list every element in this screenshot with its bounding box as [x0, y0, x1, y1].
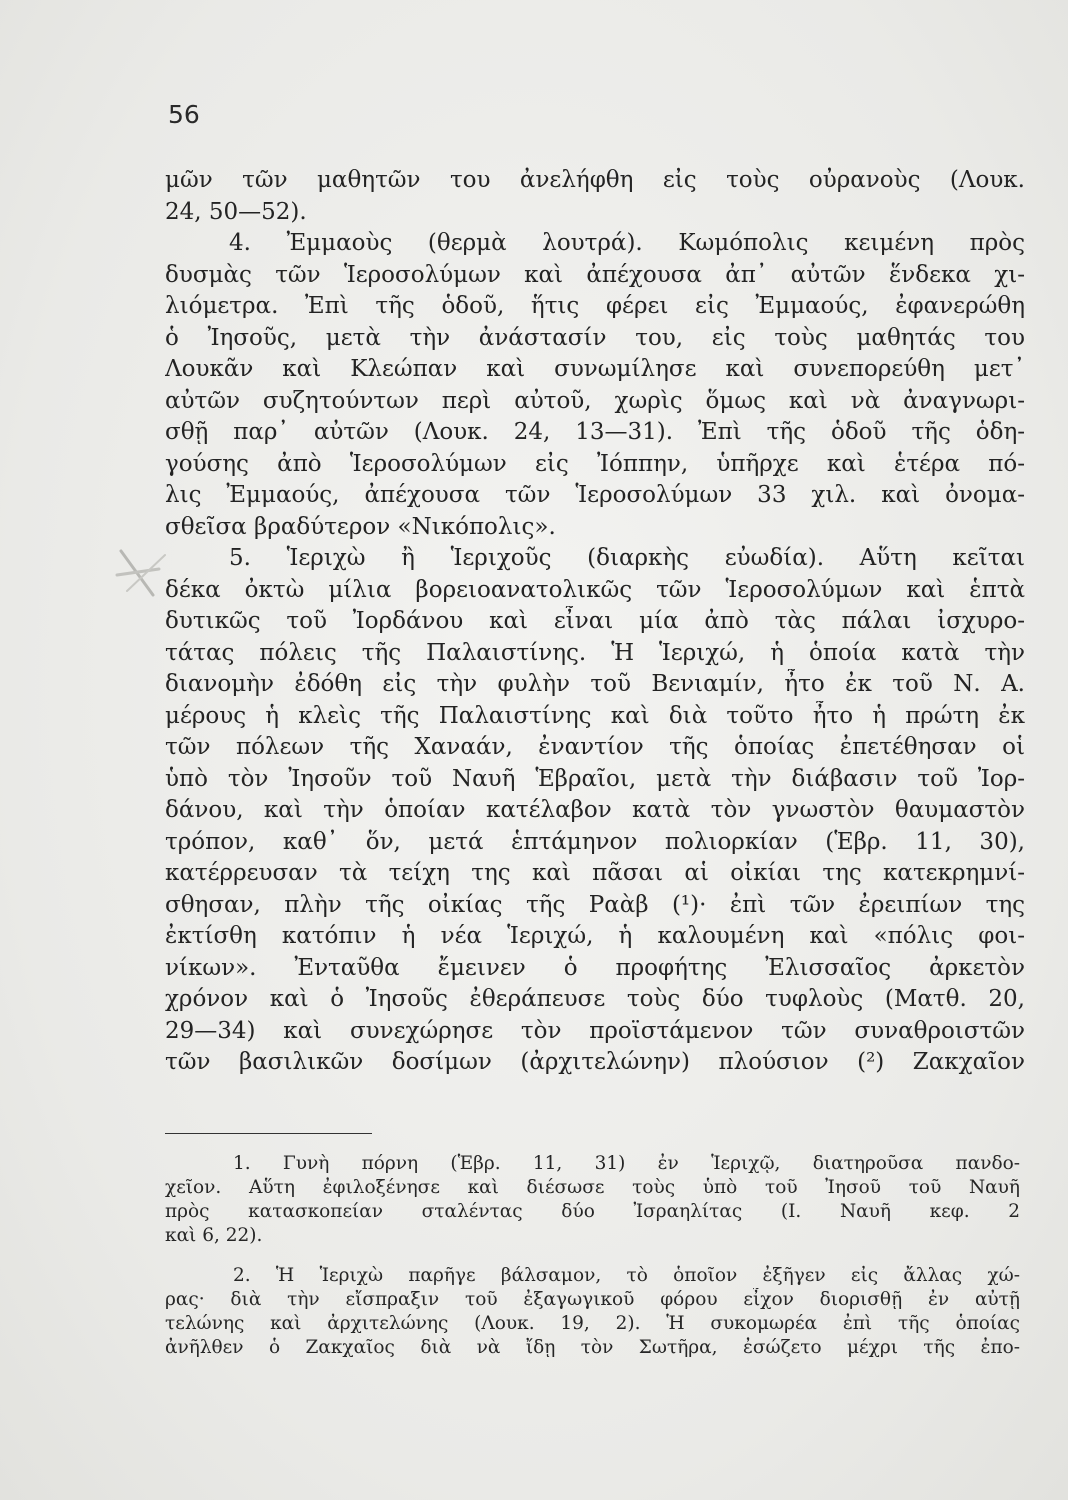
text-line: διανομὴν ἐδόθη εἰς τὴν φυλὴν τοῦ Βενιαμίν, ἦτο ἐκ τοῦ Ν. Α. [165, 671, 1025, 697]
text-line: μῶν τῶν μαθητῶν του ἀνελήφθη εἰς τοὺς οὐρανοὺς (Λουκ. [165, 167, 1025, 193]
text-line: 29—34) καὶ συνεχώρησε τὸν προϊστάμενον τῶν συναθροιστῶν [165, 1017, 1025, 1044]
section-heading-line [165, 543, 1025, 575]
footnote-line: τελώνης καὶ ἀρχιτελώνης (Λουκ. 19, 2). Ἡ συκομωρέα ἐπὶ τῆς ὁποίας [165, 1313, 1020, 1334]
text-line: δέκα ὀκτὼ μίλια βορειοανατολικῶς τῶν Ἱεροσολύμων καὶ ἑπτὰ [165, 576, 1025, 603]
text-line: ὁ Ἰησοῦς, μετὰ τὴν ἀνάστασίν του, εἰς τοὺς μαθητάς του [165, 324, 1025, 351]
text-line: δυσμὰς τῶν Ἱεροσολύμων καὶ ἀπέχουσα ἀπ᾿ αὐτῶν ἕνδεκα χι- [165, 261, 1025, 288]
body-text [165, 165, 1025, 1079]
text-line: αὐτῶν συζητούντων περὶ αὐτοῦ, χωρὶς ὅμως καὶ νὰ ἀναγνωρι- [165, 387, 1025, 414]
text-line: Ἱεριχὼ ἢ Ἱεριχοῦς (διαρκὴς εὐωδία). Αὕτη κεῖται [286, 545, 1025, 571]
text-line: τρόπον, καθ᾿ ὅν, μετά ἑπτάμηνον πολιορκίαν (Ἑβρ. 11, 30), [165, 828, 1025, 855]
footnote-line: 2. Ἡ Ἱεριχὼ παρῆγε βάλσαμον, τὸ ὁποῖον ἐξῆγεν εἰς ἄλλας χώ- [233, 1265, 1020, 1286]
text-line: δάνου, καὶ τὴν ὁποίαν κατέλαβον κατὰ τὸν γνωστὸν θαυμαστὸν [165, 797, 1025, 823]
text-line: Λουκᾶν καὶ Κλεώπαν καὶ συνωμίλησε καὶ συνεπορεύθη μετ᾿ [165, 356, 1025, 382]
text-line: τῶν βασιλικῶν δοσίμων (ἀρχιτελώνην) πλούσιον (²) Ζακχαῖον [165, 1049, 1025, 1075]
text-line: γούσης ἀπὸ Ἱεροσολύμων εἰς Ἰόππην, ὑπῆρχε καὶ ἑτέρα πό- [165, 450, 1025, 477]
section-number: 5. [229, 545, 251, 571]
footnote-line: πρὸς κατασκοπείαν σταλέντας δύο Ἰσραηλίτας (Ι. Ναυῆ κεφ. 2 [165, 1201, 1020, 1222]
section-heading-line [165, 228, 1025, 260]
text-line: σθῇ παρ᾿ αὐτῶν (Λουκ. 24, 13—31). Ἐπὶ τῆς ὁδοῦ τῆς ὁδη- [165, 419, 1025, 445]
footnote-line: χεῖον. Αὕτη ἐφιλοξένησε καὶ διέσωσε τοὺς ὑπὸ τοῦ Ἰησοῦ τοῦ Ναυῆ [165, 1177, 1020, 1198]
footnote-line: 1. Γυνὴ πόρνη (Ἑβρ. 11, 31) ἐν Ἱεριχῷ, διατηροῦσα πανδο- [233, 1153, 1020, 1174]
text-line: δυτικῶς τοῦ Ἰορδάνου καὶ εἶναι μία ἀπὸ τὰς πάλαι ἰσχυρο- [165, 608, 1025, 634]
pencil-mark-icon [113, 545, 177, 601]
text-line: Ἐμμαοὺς (θερμὰ λουτρά). Κωμόπολις κειμένη πρὸς [286, 230, 1025, 256]
footnote-gap [165, 1248, 1020, 1264]
text-line: ὑπὸ τὸν Ἰησοῦν τοῦ Ναυῆ Ἑβραῖοι, μετὰ τὴν διάβασιν τοῦ Ἰορ- [165, 765, 1025, 792]
text-line: ἐκτίσθη κατόπιν ἡ νέα Ἱεριχώ, ἡ καλουμένη καὶ «πόλις φοι- [165, 923, 1025, 949]
footnote-line: καὶ 6, 22). [165, 1225, 263, 1246]
page-number: 56 [168, 100, 200, 129]
footnote-line: ρας· διὰ τὴν εἴσπραξιν τοῦ ἐξαγωγικοῦ φόρου εἶχον διορισθῇ ἐν αὐτῇ [165, 1289, 1020, 1310]
text-line: τῶν πόλεων τῆς Χαναάν, ἐναντίον τῆς ὁποίας ἐπετέθησαν οἱ [165, 734, 1025, 760]
text-line: μέρους ἡ κλεὶς τῆς Παλαιστίνης καὶ διὰ τοῦτο ἦτο ἡ πρώτη ἐκ [165, 702, 1025, 729]
footnotes [165, 1152, 1020, 1360]
text-line: κατέρρευσαν τὰ τείχη της καὶ πᾶσαι αἱ οἰκίαι της κατεκρημνί- [165, 860, 1025, 886]
text-line: νίκων». Ἐνταῦθα ἔμεινεν ὁ προφήτης Ἐλισσαῖος ἀρκετὸν [165, 954, 1025, 981]
text-line: λις Ἐμμαούς, ἀπέχουσα τῶν Ἱεροσολύμων 33 χιλ. καὶ ὀνομα- [165, 482, 1025, 508]
footnote-divider [165, 1133, 372, 1134]
text-line: τάτας πόλεις τῆς Παλαιστίνης. Ἡ Ἱεριχώ, ἡ ὁποία κατὰ τὴν [165, 639, 1025, 666]
text-line: σθησαν, πλὴν τῆς οἰκίας τῆς Ραὰβ (¹)· ἐπὶ τῶν ἐρειπίων της [165, 891, 1025, 918]
footnote-line: ἀνῆλθεν ὁ Ζακχαῖος διὰ νὰ ἴδῃ τὸν Σωτῆρα, ἐσώζετο μέχρι τῆς ἐπο- [165, 1337, 1020, 1358]
text-line: σθεῖσα βραδύτερον «Νικόπολις». [165, 513, 556, 540]
text-line: λιόμετρα. Ἐπὶ τῆς ὁδοῦ, ἥτις φέρει εἰς Ἐμμαούς, ἐφανερώθη [165, 293, 1025, 319]
text-line: χρόνον καὶ ὁ Ἰησοῦς ἐθεράπευσε τοὺς δύο τυφλοὺς (Ματθ. 20, [165, 986, 1025, 1012]
section-number: 4. [229, 230, 251, 256]
text-line: 24, 50—52). [165, 198, 307, 225]
